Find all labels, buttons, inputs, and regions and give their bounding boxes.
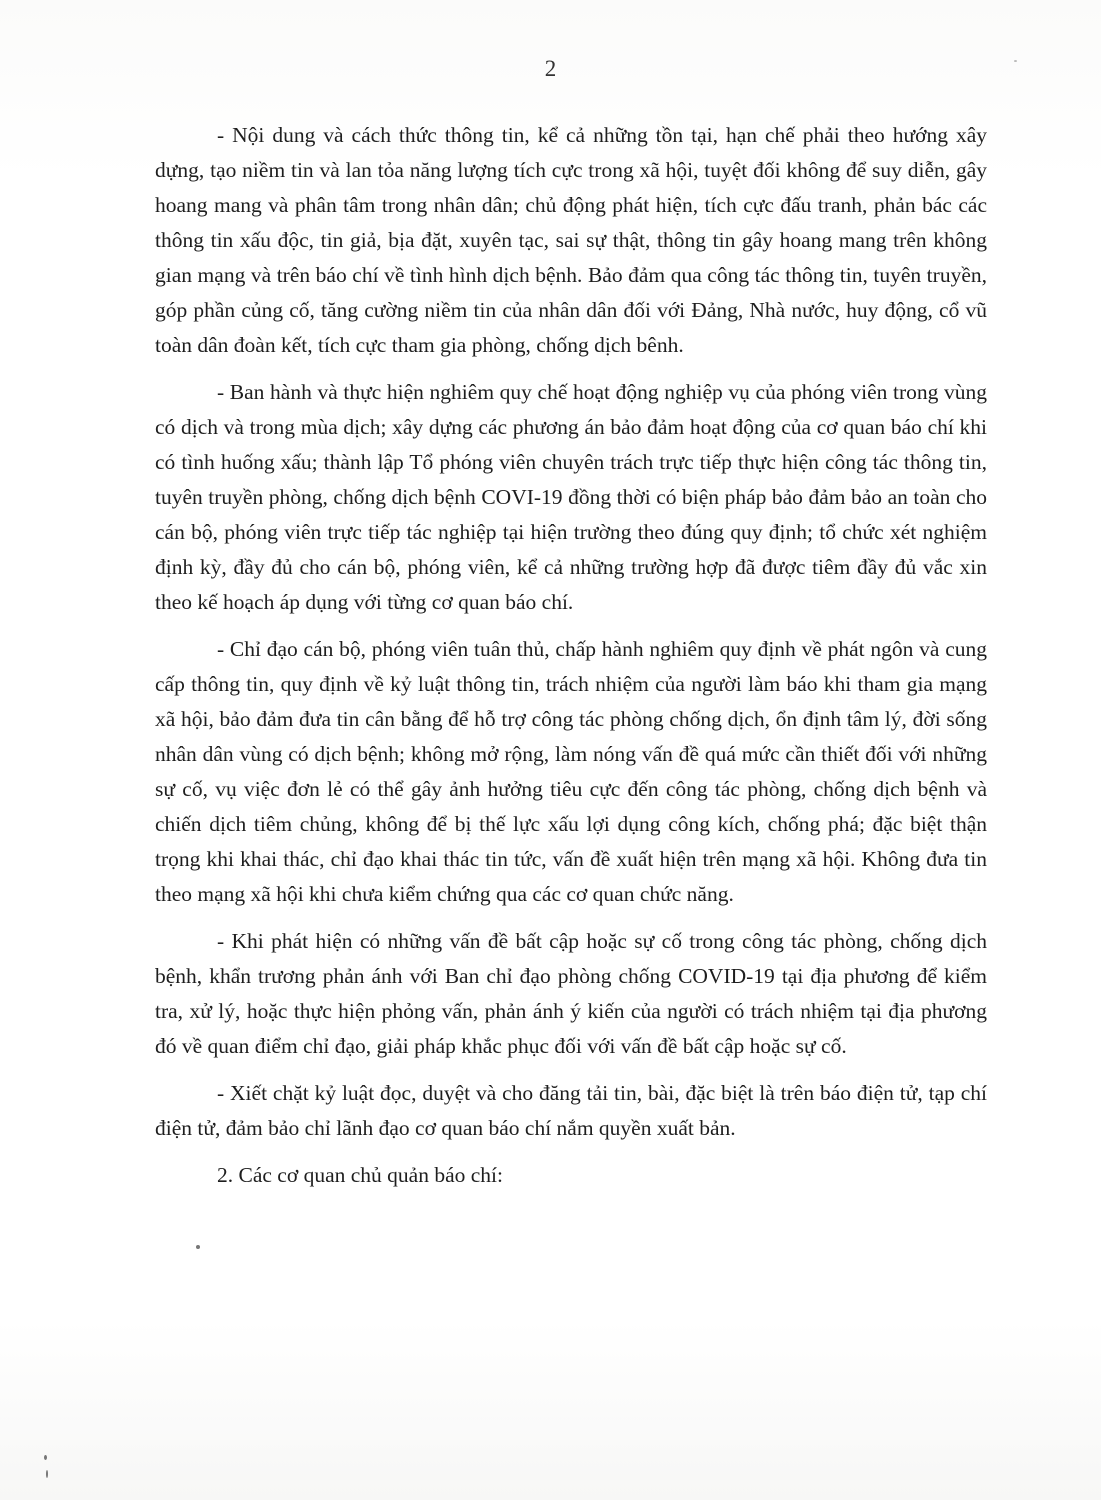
paragraph-information-discipline: - Chỉ đạo cán bộ, phóng viên tuân thủ, chấp hành nghiêm quy định về phát ngôn và cung cấp thông tin, quy định về kỷ luật thông tin, trách nhiệm của người làm báo khi tham gia mạng xã hội, bảo đảm đưa tin cân bằng để hỗ trợ công tác phòng chống dịch, ổn định tâm lý, đời sống nhân dân vùng có dịch bệnh; không mở rộng, làm nóng vấn đề quá mức cần thiết đối với những sự cố, vụ việc đơn lẻ có thể gây ảnh hưởng tiêu cực đến công tác phòng, chống dịch bệnh và chiến dịch tiêm chủng, không để bị thế lực xấu lợi dụng công kích, chống phá; đặc biệt thận trọng khi khai thác, chỉ đạo khai thác tin tức, vấn đề xuất hiện trên mạng xã hội. Không đưa tin theo mạng xã hội khi chưa kiểm chứng qua các cơ quan chức năng. <box>155 637 987 906</box>
scan-speck <box>46 1470 48 1478</box>
paragraph-incident-reporting: - Khi phát hiện có những vấn đề bất cập hoặc sự cố trong công tác phòng, chống dịch bệnh, khẩn trương phản ánh với Ban chỉ đạo phòng chống COVID-19 tại địa phương để kiểm tra, xử lý, hoặc thực hiện phỏng vấn, phản ánh ý kiến của người có trách nhiệm tại địa phương đó về quan điểm chỉ đạo, giải pháp khắc phục đối với vấn đề bất cập hoặc sự cố. <box>155 929 987 1058</box>
paragraph-publishing-control: - Xiết chặt kỷ luật đọc, duyệt và cho đăng tải tin, bài, đặc biệt là trên báo điện tử, tạp chí điện tử, đảm bảo chỉ lãnh đạo cơ quan báo chí nắm quyền xuất bản. <box>155 1081 987 1140</box>
scan-speck <box>1014 60 1017 62</box>
page-number: 2 <box>544 56 557 81</box>
scan-speck <box>196 1245 200 1249</box>
section-heading-governing-agencies: 2. Các cơ quan chủ quản báo chí: <box>217 1163 503 1187</box>
document-body <box>155 118 987 1205</box>
paragraph-content-guidance: - Nội dung và cách thức thông tin, kể cả những tồn tại, hạn chế phải theo hướng xây dựng, tạo niềm tin và lan tỏa năng lượng tích cực trong xã hội, tuyệt đối không để suy diễn, gây hoang mang và phân tâm trong nhân dân; chủ động phát hiện, tích cực đấu tranh, phản bác các thông tin xấu độc, tin giả, bịa đặt, xuyên tạc, sai sự thật, thông tin gây hoang mang trên không gian mạng và trên báo chí về tình hình dịch bệnh. Bảo đảm qua công tác thông tin, tuyên truyền, góp phần củng cố, tăng cường niềm tin của nhân dân đối với Đảng, Nhà nước, huy động, cổ vũ toàn dân đoàn kết, tích cực tham gia phòng, chống dịch bênh. <box>155 123 987 357</box>
paragraph-reporter-regulations: - Ban hành và thực hiện nghiêm quy chế hoạt động nghiệp vụ của phóng viên trong vùng có dịch và trong mùa dịch; xây dựng các phương án bảo đảm hoạt động của cơ quan báo chí khi có tình huống xấu; thành lập Tổ phóng viên chuyên trách trực tiếp thực hiện công tác thông tin, tuyên truyền phòng, chống dịch bệnh COVI-19 đồng thời có biện pháp bảo đảm bảo an toàn cho cán bộ, phóng viên trực tiếp tác nghiệp tại hiện trường theo đúng quy định; tổ chức xét nghiệm định kỳ, đầy đủ cho cán bộ, phóng viên, kể cả những trường hợp đã được tiêm đầy đủ vắc xin theo kế hoạch áp dụng với từng cơ quan báo chí. <box>155 380 987 614</box>
scan-speck <box>44 1455 47 1460</box>
